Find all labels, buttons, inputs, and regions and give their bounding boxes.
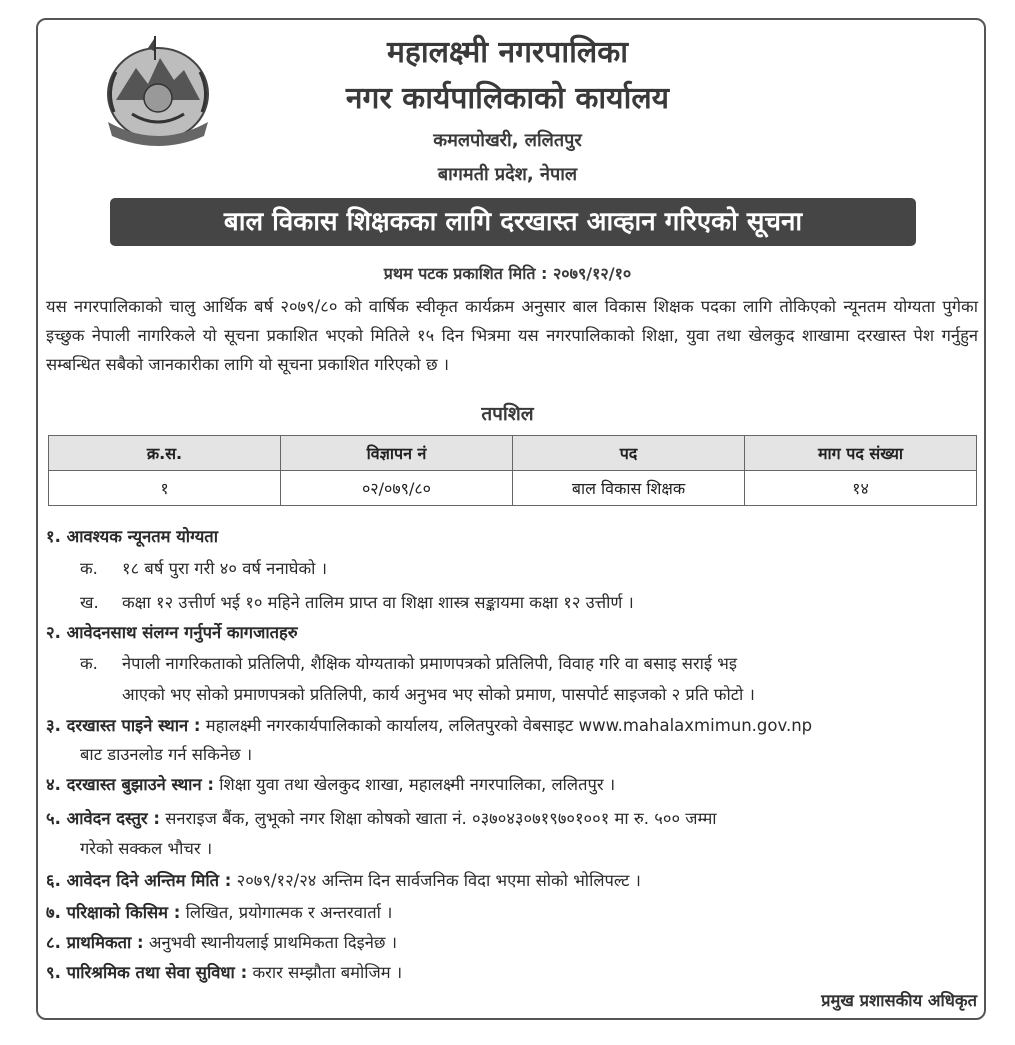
publish-date: प्रथम पटक प्रकाशित मिति : २०७९/१२/१०	[383, 264, 632, 283]
section-1b-text: कक्षा १२ उत्तीर्ण भई १० महिने तालिम प्राप्त वा शिक्षा शास्त्र सङ्कायमा कक्षा १२ उत्तीर्ण ।	[122, 593, 634, 612]
col-serial: क्र.स.	[49, 436, 281, 471]
office-address: कमलपोखरी, ललितपुर	[433, 130, 582, 151]
section-2a-label: क.	[80, 654, 98, 673]
section-8: ८. प्राथमिकता : अनुभवी स्थानीयलाई प्राथमिकता दिइनेछ ।	[46, 933, 397, 952]
table-row	[49, 471, 977, 506]
notice-title: बाल विकास शिक्षकका लागि दरखास्त आव्हान गरिएको सूचना	[110, 198, 916, 246]
section-5-text2: गरेको सक्कल भौचर ।	[80, 839, 213, 858]
table-header-row	[49, 436, 977, 471]
col-position: पद	[513, 436, 745, 471]
section-7: ७. परिक्षाको किसिम : लिखित, प्रयोगात्मक र अन्तरवार्ता ।	[46, 903, 393, 922]
intro-paragraph: यस नगरपालिकाको चालु आर्थिक बर्ष २०७९/८० को वार्षिक स्वीकृत कार्यक्रम अनुसार बाल विकास शिक्षक पदका लागि तोकिएको न्यूनतम योग्यता पुगेका इच्छुक नेपाली नागरिकले यो सूचना प्रकाशित भएको मितिले १५ दिन भित्रमा यस नगरपालिकाको शिक्षा, युवा तथा खेलकुद शाखामा दरखास्त पेश गर्नुहुन सम्बन्धित सबैको जानकारीका लागि यो सूचना प्रकाशित गरिएको छ ।	[46, 297, 978, 374]
section-1a-label: क.	[80, 559, 98, 578]
cell-ad-number: ०२/०७९/८०	[281, 471, 513, 506]
office-province: बागमती प्रदेश, नेपाल	[437, 164, 578, 185]
office-name: नगर कार्यपालिकाको कार्यालय	[345, 81, 670, 116]
section-1a-text: १८ बर्ष पुरा गरी ४० वर्ष ननाघेको ।	[122, 559, 327, 578]
signature-title: प्रमुख प्रशासकीय अधिकृत	[821, 991, 977, 1010]
section-1-title: १. आवश्यक न्यूनतम योग्यता	[46, 527, 218, 546]
section-4: ४. दरखास्त बुझाउने स्थान : शिक्षा युवा तथा खेलकुद शाखा, महालक्ष्मी नगरपालिका, ललितपुर ।	[46, 775, 616, 794]
cell-count: १४	[745, 471, 977, 506]
col-ad-number: विज्ञापन नं	[281, 436, 513, 471]
section-3-text2: बाट डाउनलोड गर्न सकिनेछ ।	[80, 745, 253, 764]
section-1b-label: ख.	[80, 593, 99, 612]
section-2-title: २. आवेदनसाथ संलग्न गर्नुपर्ने कागजातहरु	[46, 623, 298, 642]
section-2a-line1: नेपाली नागरिकताको प्रतिलिपी, शैक्षिक योग्यताको प्रमाणपत्रको प्रतिलिपी, विवाह गरि वा बसाइ सराई भइ	[122, 654, 737, 673]
org-name: महालक्ष्मी नगरपालिका	[386, 35, 629, 70]
section-6: ६. आवेदन दिने अन्तिम मिति : २०७९/१२/२४ अन्तिम दिन सार्वजनिक विदा भएमा सोको भोलिपल्ट ।	[46, 871, 641, 890]
details-heading: तपशिल	[481, 403, 534, 425]
section-5: ५. आवेदन दस्तुर : सनराइज बैंक, लुभूको नगर शिक्षा कोषको खाता नं. ०३७०४३०७१९७०१००१ मा रु. ५०० जम्मा	[46, 809, 717, 828]
cell-position: बाल विकास शिक्षक	[513, 471, 745, 506]
section-3: ३. दरखास्त पाइने स्थान : महालक्ष्मी नगरकार्यपालिकाको कार्यालय, ललितपुरको वेबसाइट www.mahalaxmimun.gov.np	[46, 716, 813, 735]
cell-serial: १	[49, 471, 281, 506]
vacancy-table	[48, 435, 977, 506]
section-9: ९. पारिश्रमिक तथा सेवा सुविधा : करार सम्झौता बमोजिम ।	[46, 963, 403, 982]
col-count: माग पद संख्या	[745, 436, 977, 471]
section-2a-line2: आएको भए सोको प्रमाणपत्रको प्रतिलिपी, कार्य अनुभव भए सोको प्रमाण, पासपोर्ट साइजको २ प्रति फोटो ।	[122, 685, 755, 704]
